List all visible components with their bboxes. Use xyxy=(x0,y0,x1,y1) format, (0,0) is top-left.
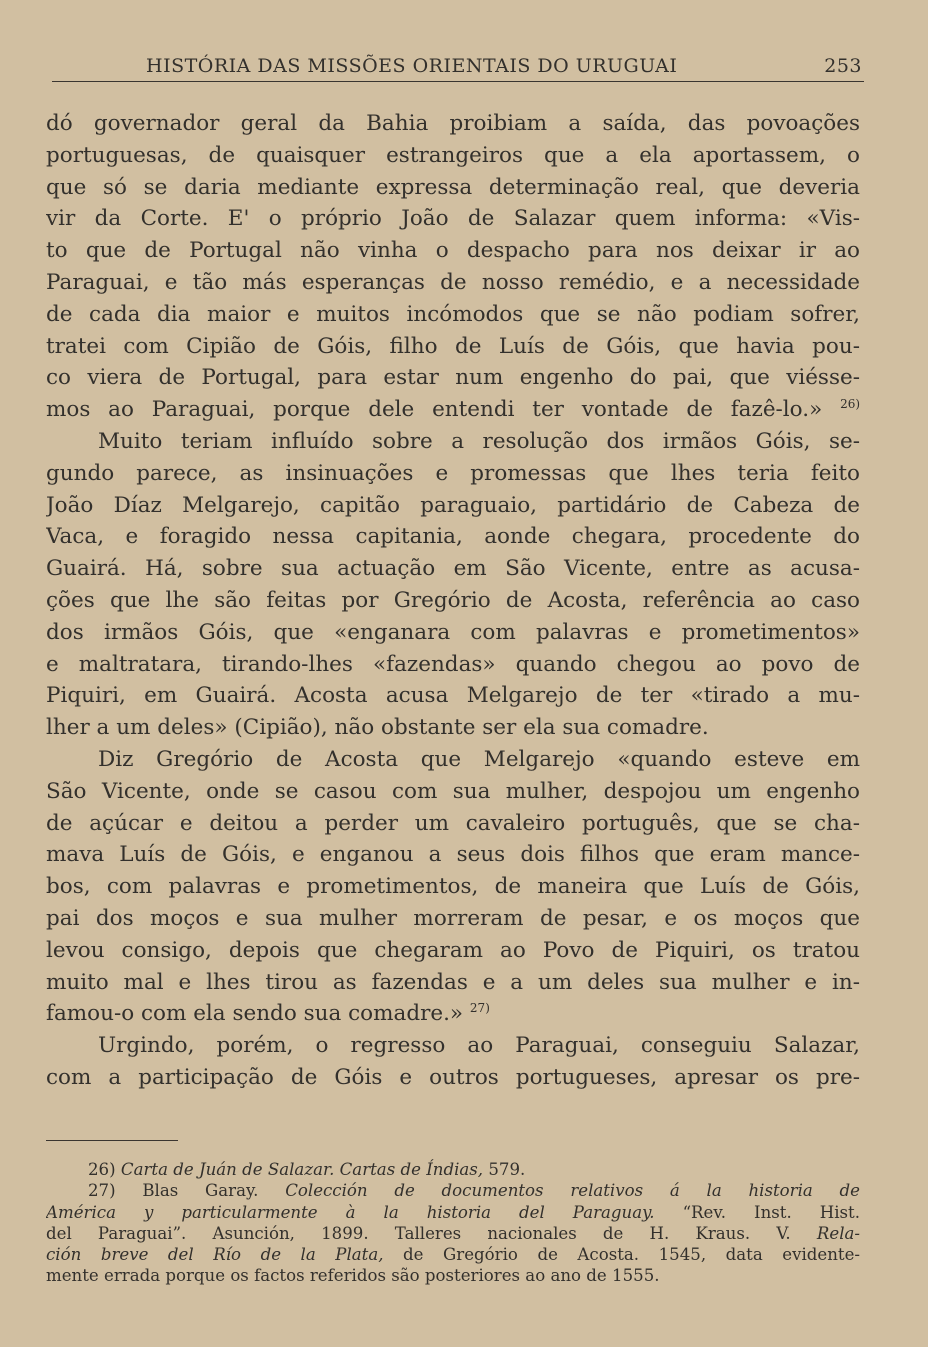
text-line: São Vicente, onde se casou com sua mulher, despojou um engenho xyxy=(46,778,860,804)
text-line: pai dos moços e sua mulher morreram de pesar, e os moços que xyxy=(46,905,860,931)
text-line: ções que lhe são feitas por Gregório de Acosta, referência ao caso xyxy=(46,587,860,613)
footnote-26 xyxy=(46,1159,860,1180)
text-line: que só se daria mediante expressa determinação real, que deveria xyxy=(46,174,860,200)
text-line: Piquiri, em Guairá. Acosta acusa Melgarejo de ter «tirado a mu- xyxy=(46,683,860,709)
text-line-content: famou-o com ela sendo sua comadre.» xyxy=(46,1001,464,1027)
footnote-text: 579. xyxy=(483,1160,526,1179)
footnote-line xyxy=(46,1223,860,1244)
footnote-title: ción breve del Río de la Plata, xyxy=(46,1245,384,1265)
text-line-with-ref xyxy=(46,998,860,1030)
footnote-title: Carta de Juán de Salazar. Cartas de Índias, xyxy=(120,1160,484,1179)
text-line: Paraguai, e tão más esperanças de nosso remédio, e a necessidade xyxy=(46,269,860,295)
text-line: muito mal e lhes tirou as fazendas e a um deles sua mulher e in- xyxy=(46,969,860,995)
text-line: bos, com palavras e prometimentos, de maneira que Luís de Góis, xyxy=(46,874,860,900)
footnote-ref-26: 26) xyxy=(840,397,860,412)
text-line: e maltratara, tirando-lhes «fazendas» quando chegou ao povo de xyxy=(46,651,860,677)
text-line: de cada dia maior e muitos incómodos que se não podiam sofrer, xyxy=(46,301,860,327)
text-line: dó governador geral da Bahia proibiam a saída, das povoações xyxy=(46,111,860,136)
body-text xyxy=(46,108,860,1094)
text-line-content: mos ao Paraguai, porque dele entendi ter vontade de fazê-lo.» xyxy=(46,397,823,423)
text-line: dos irmãos Góis, que «enganara com palavras e prometimentos» xyxy=(46,619,860,645)
text-line: João Díaz Melgarejo, capitão paraguaio, partidário de Cabeza de xyxy=(46,492,860,518)
text-line-with-ref xyxy=(46,394,860,426)
footnote-27 xyxy=(46,1180,860,1201)
footnote-divider xyxy=(46,1140,178,1141)
footnote-text: “Rev. Inst. Hist. xyxy=(654,1202,860,1222)
running-header xyxy=(52,55,864,82)
text-line: de açúcar e deitou a perder um cavaleiro português, que se cha- xyxy=(46,810,860,836)
footnote-number: 26) xyxy=(88,1160,116,1179)
text-line: co viera de Portugal, para estar num engenho do pai, que viésse- xyxy=(46,365,860,391)
footnote-text: del Paraguai”. Asunción, 1899. Talleres nacionales de H. Kraus. V. xyxy=(46,1223,817,1243)
text-line: Muito teriam influído sobre a resolução dos irmãos Góis, se- xyxy=(98,428,860,454)
text-line: portuguesas, de quaisquer estrangeiros que a ela aportassem, o xyxy=(46,142,860,168)
text-line: Diz Gregório de Acosta que Melgarejo «quando esteve em xyxy=(98,746,860,772)
text-line: to que de Portugal não vinha o despacho para nos deixar ir ao xyxy=(46,238,860,264)
text-line: tratei com Cipião de Góis, filho de Luís de Góis, que havia pou- xyxy=(46,333,860,359)
text-line: mava Luís de Góis, e enganou a seus dois filhos que eram mance- xyxy=(46,842,860,868)
text-line: levou consigo, depois que chegaram ao Povo de Piquiri, os tratou xyxy=(46,937,860,963)
running-title: HISTÓRIA DAS MISSÕES ORIENTAIS DO URUGUAI xyxy=(146,55,678,77)
footnote-number: 27) xyxy=(88,1181,116,1201)
footnote-ref-27: 27) xyxy=(469,1001,490,1016)
footnote-title: Rela- xyxy=(816,1223,860,1243)
text-line: vir da Corte. E' o próprio João de Salazar quem informa: «Vis- xyxy=(46,206,860,232)
text-line: lher a um deles» (Cipião), não obstante ser ela sua comadre. xyxy=(46,715,709,741)
text-line: Guairá. Há, sobre sua actuação em São Vicente, entre as acusa- xyxy=(46,556,860,582)
text-line: Vaca, e foragido nessa capitania, aonde chegara, procedente do xyxy=(46,524,860,550)
footnote-title: Colección de documentos relativos á la historia de xyxy=(285,1181,860,1201)
footnotes xyxy=(46,1159,860,1287)
text-line: gundo parece, as insinuações e promessas que lhes teria feito xyxy=(46,460,860,486)
footnote-text: Blas Garay. xyxy=(142,1181,286,1201)
text-line: com a participação de Góis e outros portugueses, apresar os pre- xyxy=(46,1064,860,1090)
footnote-line: mente errada porque os factos referidos são posteriores ao ano de 1555. xyxy=(46,1266,660,1286)
page-number: 253 xyxy=(824,55,862,77)
footnote-line xyxy=(46,1202,860,1223)
footnote-line xyxy=(46,1244,860,1265)
text-line: Urgindo, porém, o regresso ao Paraguai, conseguiu Salazar, xyxy=(98,1033,860,1059)
footnote-text: de Gregório de Acosta. 1545, data evidente- xyxy=(383,1245,860,1265)
footnote-title: América y particularmente à la historia del Paraguay. xyxy=(46,1202,655,1222)
